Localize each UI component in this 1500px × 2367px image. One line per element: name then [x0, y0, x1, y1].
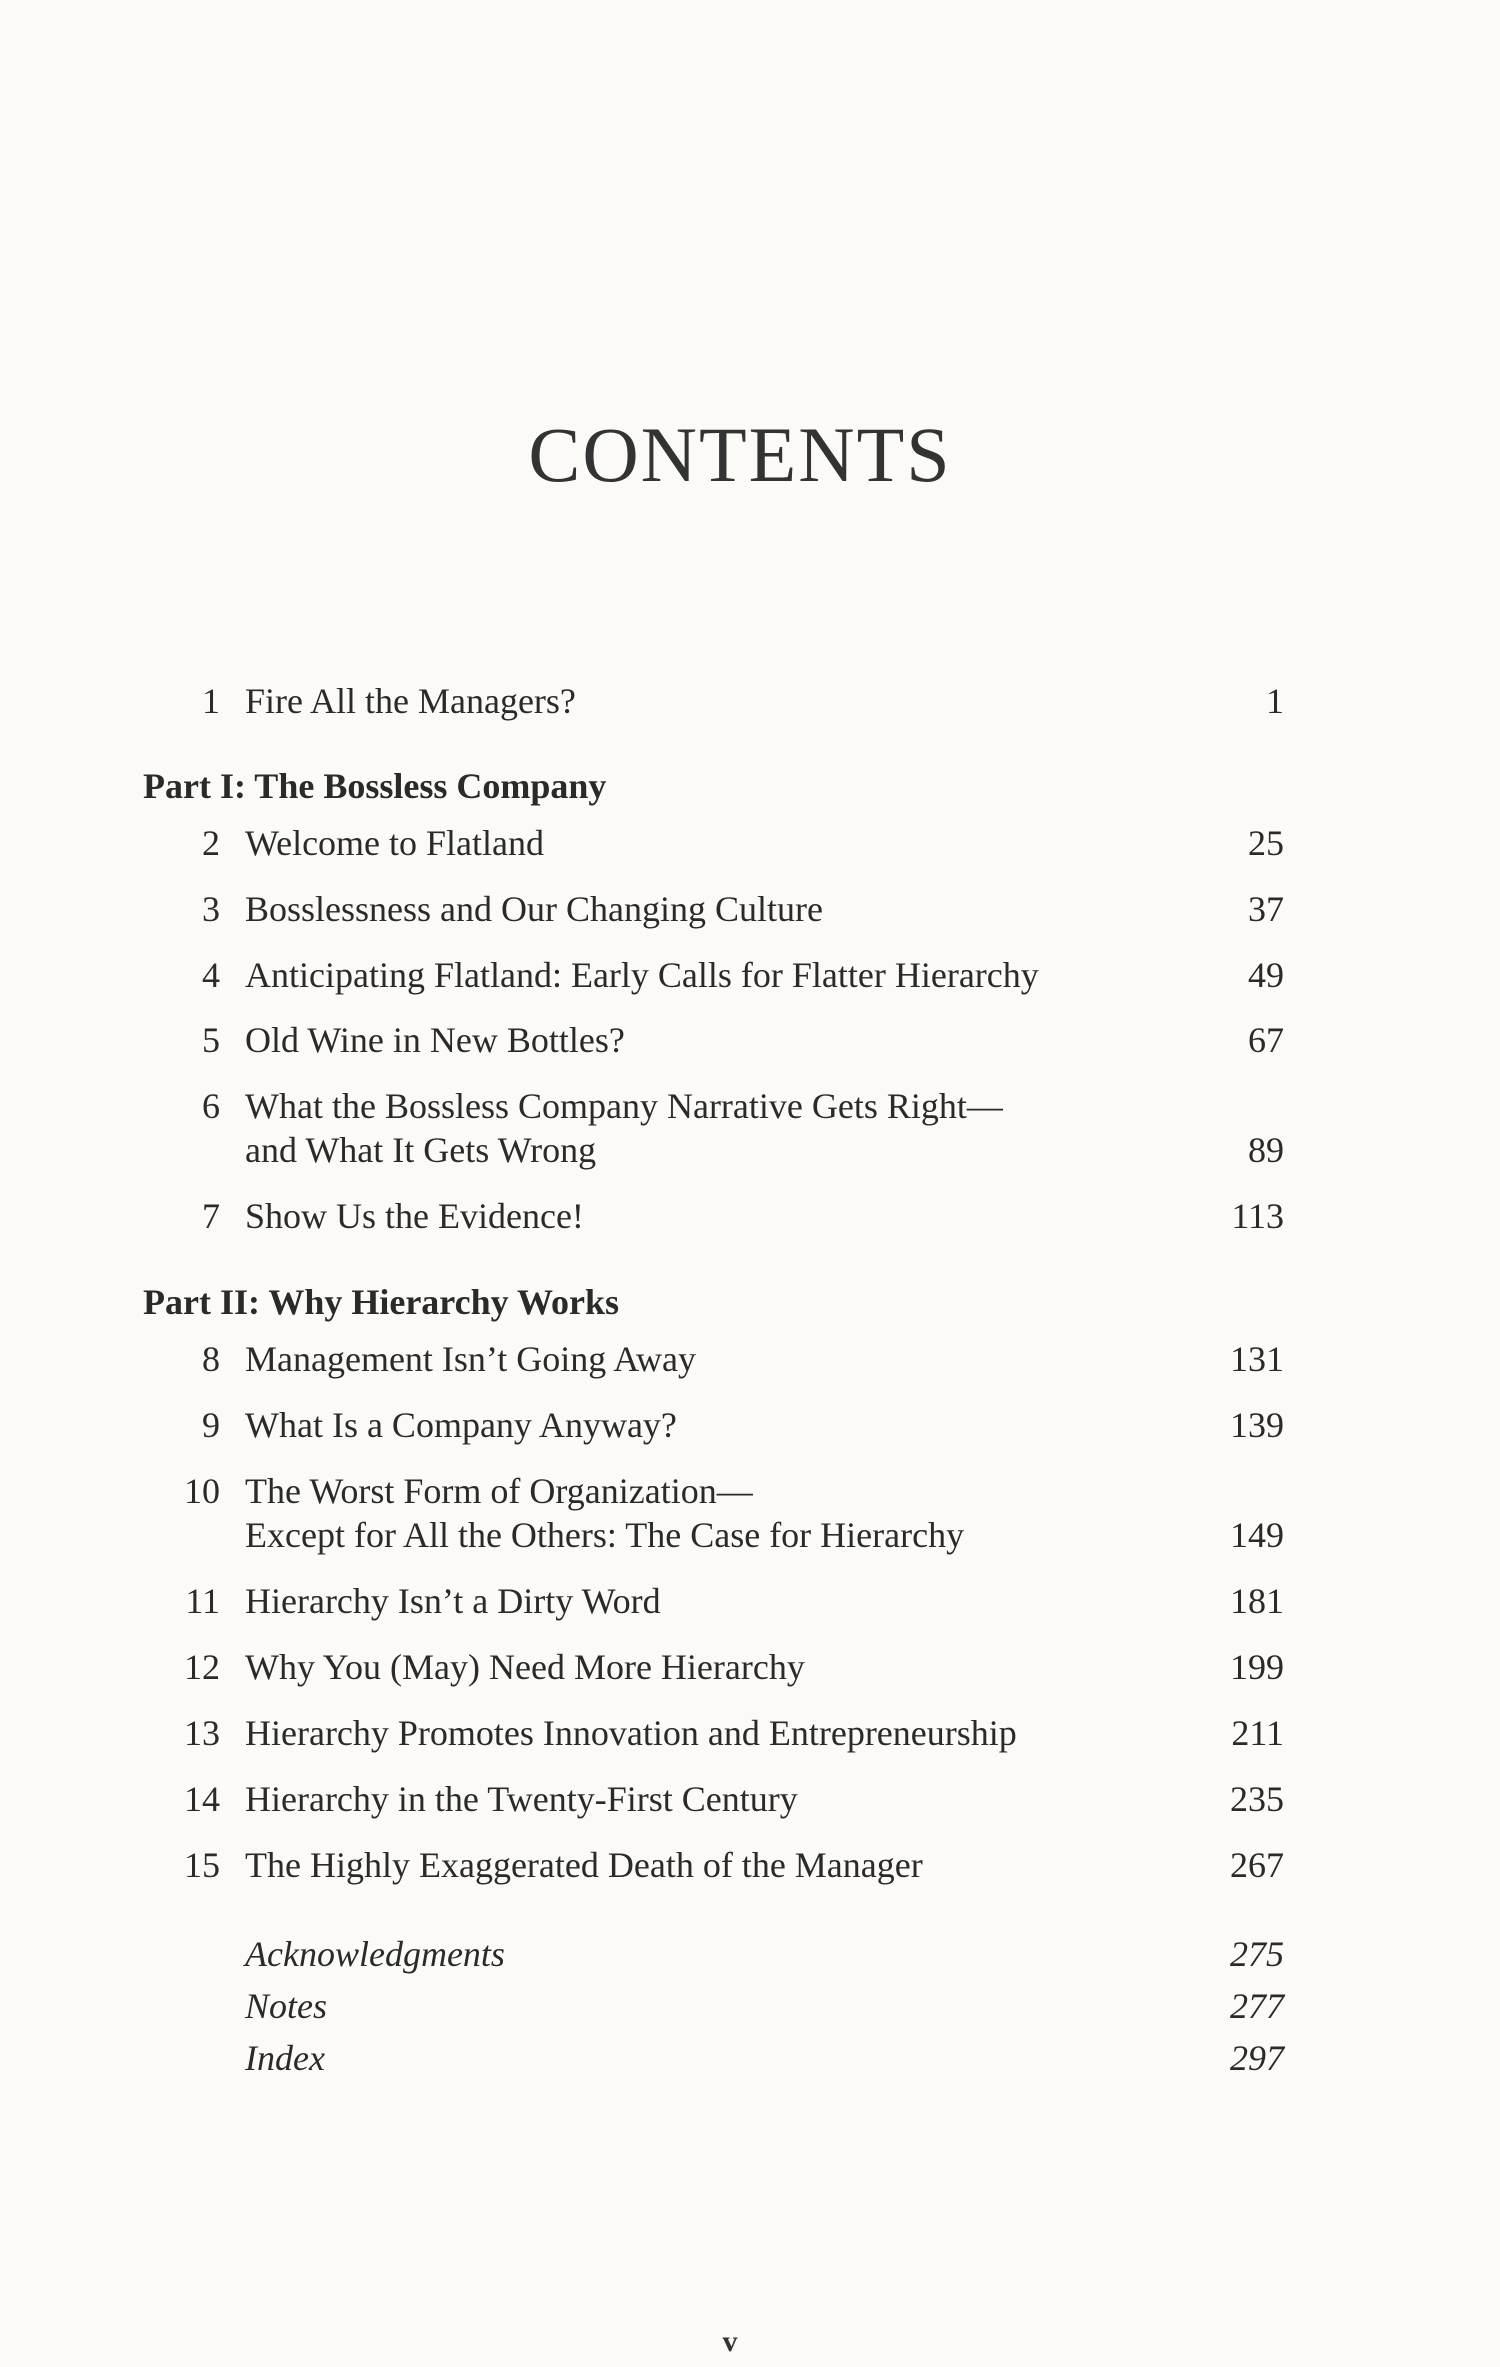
page-number: 89 [1248, 1130, 1284, 1170]
page-number: 37 [1248, 889, 1284, 929]
toc-entry [0, 1646, 1500, 1696]
toc-entry [0, 954, 1500, 1004]
chapter-number: 3 [202, 889, 220, 929]
page-number: 113 [1231, 1196, 1284, 1236]
chapter-number: 2 [202, 823, 220, 863]
chapter-number: 13 [184, 1713, 220, 1753]
chapter-title: The Highly Exaggerated Death of the Manager [245, 1845, 923, 1885]
chapter-number: 1 [202, 681, 220, 721]
chapter-title: The Worst Form of Organization— [245, 1471, 753, 1511]
page-number: 297 [1230, 2038, 1284, 2078]
chapter-number: 14 [184, 1779, 220, 1819]
chapter-title: What the Bossless Company Narrative Gets Right— [245, 1086, 1003, 1126]
chapter-title: Bosslessness and Our Changing Culture [245, 889, 823, 929]
page-number: 277 [1230, 1986, 1284, 2026]
toc-entry [0, 1580, 1500, 1630]
page-number: 131 [1230, 1339, 1284, 1379]
chapter-title: Management Isn’t Going Away [245, 1339, 696, 1379]
page-number: 149 [1230, 1515, 1284, 1555]
page-number: 67 [1248, 1020, 1284, 1060]
chapter-title-continued: and What It Gets Wrong [245, 1130, 597, 1170]
toc-entry [0, 1085, 1500, 1185]
chapter-number: 11 [185, 1581, 220, 1621]
page-number: 275 [1230, 1934, 1284, 1974]
toc-entry [0, 1404, 1500, 1454]
page-number: 139 [1230, 1405, 1284, 1445]
toc-entry [0, 822, 1500, 872]
chapter-title: Hierarchy Isn’t a Dirty Word [245, 1581, 661, 1621]
page-number: 267 [1230, 1845, 1284, 1885]
toc-entry-back-matter [0, 2037, 1500, 2087]
chapter-number: 10 [184, 1471, 220, 1511]
chapter-title: Welcome to Flatland [245, 823, 545, 863]
chapter-title: Hierarchy in the Twenty-First Century [245, 1779, 798, 1819]
toc-entry [0, 1019, 1500, 1069]
toc-entry-back-matter [0, 1985, 1500, 2035]
toc-entry [0, 1844, 1500, 1894]
back-matter-title: Index [245, 2038, 325, 2078]
page-folio: v [722, 2325, 738, 2358]
toc-entry [0, 888, 1500, 938]
back-matter-title: Notes [245, 1986, 328, 2026]
toc-entry [0, 1338, 1500, 1388]
chapter-number: 9 [202, 1405, 220, 1445]
page-title: CONTENTS [528, 411, 952, 498]
toc-entry [0, 1470, 1500, 1570]
page-number: 49 [1248, 955, 1284, 995]
chapter-number: 15 [184, 1845, 220, 1885]
part-heading: Part I: The Bossless Company [143, 766, 607, 806]
chapter-number: 4 [202, 955, 220, 995]
back-matter-title: Acknowledgments [245, 1934, 505, 1974]
toc-entry [0, 680, 1500, 730]
chapter-title-continued: Except for All the Others: The Case for Hierarchy [245, 1515, 965, 1555]
chapter-title: Old Wine in New Bottles? [245, 1020, 625, 1060]
page-number: 181 [1230, 1581, 1284, 1621]
chapter-title: Fire All the Managers? [245, 681, 576, 721]
page-number: 211 [1231, 1713, 1284, 1753]
chapter-number: 8 [202, 1339, 220, 1379]
chapter-number: 6 [202, 1086, 220, 1126]
part-heading: Part II: Why Hierarchy Works [143, 1282, 619, 1322]
chapter-title: Why You (May) Need More Hierarchy [245, 1647, 805, 1687]
chapter-number: 12 [184, 1647, 220, 1687]
page-number: 235 [1230, 1779, 1284, 1819]
toc-entry [0, 1712, 1500, 1762]
chapter-title: Anticipating Flatland: Early Calls for Flatter Hierarchy [245, 955, 1039, 995]
toc-entry [0, 1195, 1500, 1245]
chapter-number: 7 [202, 1196, 220, 1236]
page-number: 25 [1248, 823, 1284, 863]
toc-entry [0, 1778, 1500, 1828]
chapter-title: Show Us the Evidence! [245, 1196, 584, 1236]
toc-entry-back-matter [0, 1933, 1500, 1983]
page-number: 199 [1230, 1647, 1284, 1687]
chapter-title: What Is a Company Anyway? [245, 1405, 677, 1445]
page-number: 1 [1266, 681, 1284, 721]
chapter-title: Hierarchy Promotes Innovation and Entrepreneurship [245, 1713, 1017, 1753]
chapter-number: 5 [202, 1020, 220, 1060]
